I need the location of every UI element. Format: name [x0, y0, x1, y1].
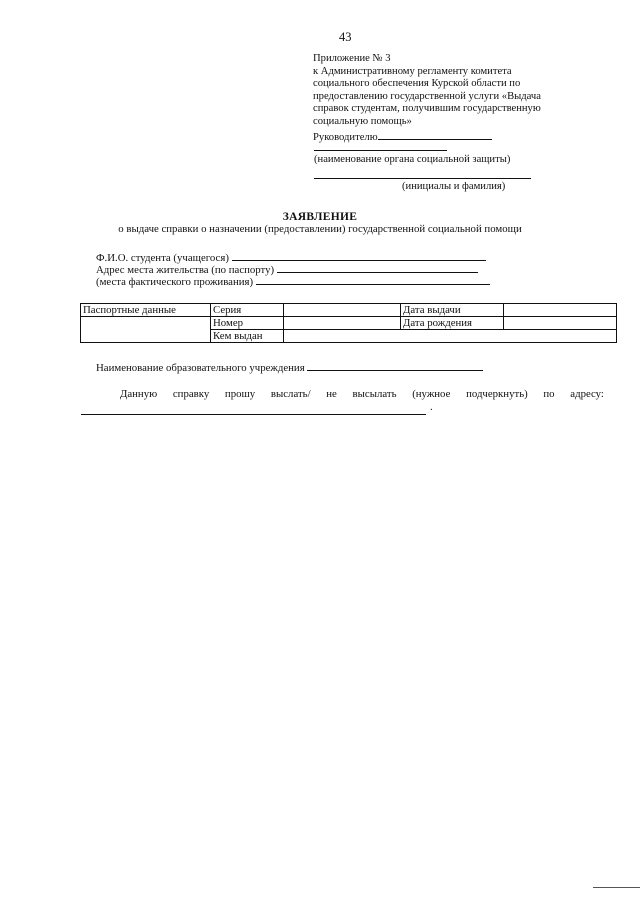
- address-end-mark: .: [430, 402, 433, 413]
- institution-input-line[interactable]: [307, 360, 483, 371]
- appendix-line: социального обеспечения Курской области по: [313, 78, 521, 90]
- issued-by-value-cell[interactable]: [284, 330, 617, 343]
- actual-residence-label: (места фактического проживания): [96, 276, 254, 288]
- initials-caption: (инициалы и фамилия): [402, 181, 506, 192]
- student-name-input-line[interactable]: [232, 250, 486, 261]
- address-input-line[interactable]: [81, 414, 426, 415]
- registration-address-label: Адрес места жительства (по паспорту): [96, 264, 275, 276]
- appendix-line: к Административному регламенту комитета: [313, 65, 512, 77]
- request-word: Данную: [120, 388, 158, 400]
- page-number: 43: [339, 30, 352, 44]
- appendix-line: предоставлению государственной услуги «Выдача: [313, 90, 541, 102]
- birth-date-label-cell: Дата рождения: [401, 317, 504, 330]
- head-of-field: [313, 129, 541, 145]
- initials-input-line[interactable]: [314, 178, 531, 179]
- organ-input-line[interactable]: [314, 150, 447, 151]
- request-word: прошу: [224, 388, 256, 400]
- organ-caption: (наименование органа социальной защиты): [314, 154, 511, 165]
- series-label-cell: Серия: [211, 304, 284, 317]
- request-word: по: [543, 388, 555, 400]
- appendix-line: справок студентам, получившим государственную: [313, 103, 541, 115]
- actual-residence-input-line[interactable]: [256, 274, 490, 285]
- issue-date-value-cell[interactable]: [504, 304, 617, 317]
- student-name-label: Ф.И.О. студента (учащегося): [96, 252, 229, 264]
- issue-date-label-cell: Дата выдачи: [401, 304, 504, 317]
- head-of-input-line[interactable]: [378, 129, 492, 140]
- actual-residence-field: [96, 274, 490, 288]
- issued-by-label-cell: Кем выдан: [211, 330, 284, 343]
- registration-address-input-line[interactable]: [277, 262, 478, 273]
- number-value-cell[interactable]: [284, 317, 401, 330]
- blank-cell: [81, 330, 211, 343]
- blank-cell: [81, 317, 211, 330]
- appendix-block: [313, 53, 541, 144]
- request-line: [120, 388, 604, 400]
- document-subtitle: о выдаче справки о назначении (предоставлении) государственной социальной помощи: [118, 223, 522, 235]
- table-row: [81, 304, 617, 317]
- request-word: (нужное: [412, 388, 451, 400]
- document-title: ЗАЯВЛЕНИЕ: [282, 211, 358, 223]
- appendix-line: Приложение № 3: [313, 53, 391, 64]
- request-word: высылать: [352, 388, 397, 400]
- head-of-label: Руководителю: [313, 131, 378, 143]
- request-word: подчеркнуть): [466, 388, 528, 400]
- number-label-cell: Номер: [211, 317, 284, 330]
- request-word: адресу:: [570, 388, 604, 400]
- passport-table: [80, 303, 617, 343]
- table-row: [81, 317, 617, 330]
- appendix-line: социальную помощь»: [313, 115, 412, 127]
- birth-date-value-cell[interactable]: [504, 317, 617, 330]
- edge-mark: [593, 887, 640, 888]
- passport-header-cell: Паспортные данные: [81, 304, 211, 317]
- table-row: [81, 330, 617, 343]
- series-value-cell[interactable]: [284, 304, 401, 317]
- institution-label: Наименование образовательного учреждения: [96, 362, 305, 374]
- request-word: справку: [172, 388, 210, 400]
- request-word: выслать/: [270, 388, 311, 400]
- institution-field: [96, 360, 483, 374]
- request-word: не: [326, 388, 337, 400]
